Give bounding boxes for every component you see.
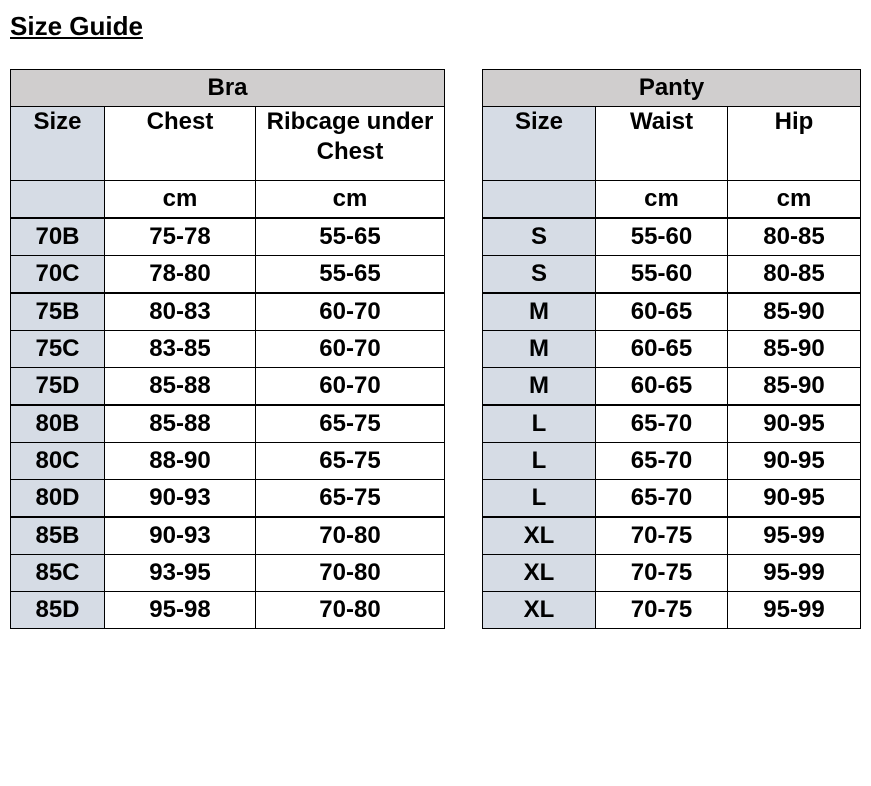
bra-cell-ribcage: 65-75: [256, 406, 445, 443]
panty-table-row: [483, 368, 861, 405]
bra-unit-chest: cm: [105, 181, 256, 218]
bra-table-row: [11, 555, 445, 592]
bra-cell-chest: 83-85: [105, 331, 256, 368]
bra-cell-size: 85C: [11, 555, 105, 592]
panty-unit-size: [483, 181, 596, 218]
panty-cell-hip: 90-95: [728, 480, 861, 517]
panty-cell-waist: 60-65: [596, 368, 728, 405]
bra-cell-chest: 80-83: [105, 294, 256, 331]
panty-table-row: [483, 518, 861, 555]
panty-cell-waist: 65-70: [596, 443, 728, 480]
bra-cell-size: 80B: [11, 406, 105, 443]
bra-cell-size: 70C: [11, 256, 105, 293]
panty-cell-waist: 70-75: [596, 518, 728, 555]
panty-cell-size: S: [483, 256, 596, 293]
bra-cell-chest: 85-88: [105, 368, 256, 405]
panty-cell-hip: 90-95: [728, 406, 861, 443]
bra-cell-ribcage: 70-80: [256, 592, 445, 629]
bra-cell-chest: 88-90: [105, 443, 256, 480]
panty-col-size: Size: [483, 107, 596, 181]
bra-cell-chest: 90-93: [105, 518, 256, 555]
bra-table-row: [11, 256, 445, 293]
bra-cell-size: 70B: [11, 219, 105, 256]
bra-cell-chest: 95-98: [105, 592, 256, 629]
bra-cell-ribcage: 60-70: [256, 368, 445, 405]
bra-cell-ribcage: 55-65: [256, 256, 445, 293]
bra-table-row: [11, 219, 445, 256]
panty-cell-size: M: [483, 294, 596, 331]
bra-cell-chest: 75-78: [105, 219, 256, 256]
bra-cell-chest: 78-80: [105, 256, 256, 293]
bra-cell-ribcage: 70-80: [256, 555, 445, 592]
bra-cell-ribcage: 65-75: [256, 480, 445, 517]
panty-col-waist: Waist: [596, 107, 728, 181]
bra-cell-size: 80D: [11, 480, 105, 517]
bra-header: Bra: [11, 70, 445, 107]
bra-table-row: [11, 406, 445, 443]
panty-table-row: [483, 219, 861, 256]
bra-unit-ribcage: cm: [256, 181, 445, 218]
bra-size-table: [10, 69, 445, 629]
panty-cell-hip: 95-99: [728, 518, 861, 555]
bra-table-row: [11, 592, 445, 629]
panty-table-body: [483, 70, 861, 629]
panty-table-row: [483, 555, 861, 592]
bra-cell-ribcage: 55-65: [256, 219, 445, 256]
bra-col-size: Size: [11, 107, 105, 181]
panty-cell-waist: 65-70: [596, 406, 728, 443]
panty-cell-size: XL: [483, 555, 596, 592]
panty-size-table: [482, 69, 861, 629]
panty-cell-waist: 55-60: [596, 219, 728, 256]
panty-table-row: [483, 331, 861, 368]
panty-cell-waist: 65-70: [596, 480, 728, 517]
panty-col-hip: Hip: [728, 107, 861, 181]
bra-cell-chest: 85-88: [105, 406, 256, 443]
bra-col-chest: Chest: [105, 107, 256, 181]
panty-cell-size: L: [483, 443, 596, 480]
panty-table-row: [483, 592, 861, 629]
bra-cell-size: 80C: [11, 443, 105, 480]
panty-table-row: [483, 294, 861, 331]
panty-table-row: [483, 443, 861, 480]
bra-cell-size: 75C: [11, 331, 105, 368]
bra-table-row: [11, 480, 445, 517]
bra-cell-ribcage: 60-70: [256, 331, 445, 368]
bra-table-row: [11, 443, 445, 480]
panty-unit-waist: cm: [596, 181, 728, 218]
panty-cell-hip: 90-95: [728, 443, 861, 480]
bra-unit-size: [11, 181, 105, 218]
bra-cell-ribcage: 70-80: [256, 518, 445, 555]
panty-cell-size: L: [483, 406, 596, 443]
bra-cell-size: 85D: [11, 592, 105, 629]
bra-table-row: [11, 518, 445, 555]
panty-cell-waist: 55-60: [596, 256, 728, 293]
bra-col-ribcage: Ribcage under Chest: [256, 107, 445, 181]
panty-cell-waist: 60-65: [596, 294, 728, 331]
panty-cell-size: XL: [483, 518, 596, 555]
bra-cell-size: 75D: [11, 368, 105, 405]
bra-cell-ribcage: 65-75: [256, 443, 445, 480]
bra-table-row: [11, 368, 445, 405]
bra-cell-ribcage: 60-70: [256, 294, 445, 331]
panty-cell-size: XL: [483, 592, 596, 629]
panty-cell-hip: 85-90: [728, 368, 861, 405]
bra-cell-size: 75B: [11, 294, 105, 331]
panty-table-row: [483, 256, 861, 293]
panty-cell-waist: 70-75: [596, 555, 728, 592]
panty-cell-hip: 80-85: [728, 256, 861, 293]
bra-cell-chest: 90-93: [105, 480, 256, 517]
panty-cell-waist: 70-75: [596, 592, 728, 629]
bra-table-body: [11, 70, 445, 629]
bra-cell-size: 85B: [11, 518, 105, 555]
panty-cell-hip: 95-99: [728, 555, 861, 592]
panty-cell-size: M: [483, 368, 596, 405]
bra-cell-chest: 93-95: [105, 555, 256, 592]
panty-table-row: [483, 480, 861, 517]
panty-cell-hip: 85-90: [728, 331, 861, 368]
panty-unit-hip: cm: [728, 181, 861, 218]
bra-table-row: [11, 294, 445, 331]
page-title: Size Guide: [10, 11, 143, 41]
panty-cell-size: L: [483, 480, 596, 517]
panty-table-row: [483, 406, 861, 443]
panty-cell-size: M: [483, 331, 596, 368]
panty-cell-hip: 85-90: [728, 294, 861, 331]
bra-table-row: [11, 331, 445, 368]
panty-cell-waist: 60-65: [596, 331, 728, 368]
panty-cell-hip: 95-99: [728, 592, 861, 629]
panty-cell-size: S: [483, 219, 596, 256]
panty-header: Panty: [483, 70, 861, 107]
panty-cell-hip: 80-85: [728, 219, 861, 256]
